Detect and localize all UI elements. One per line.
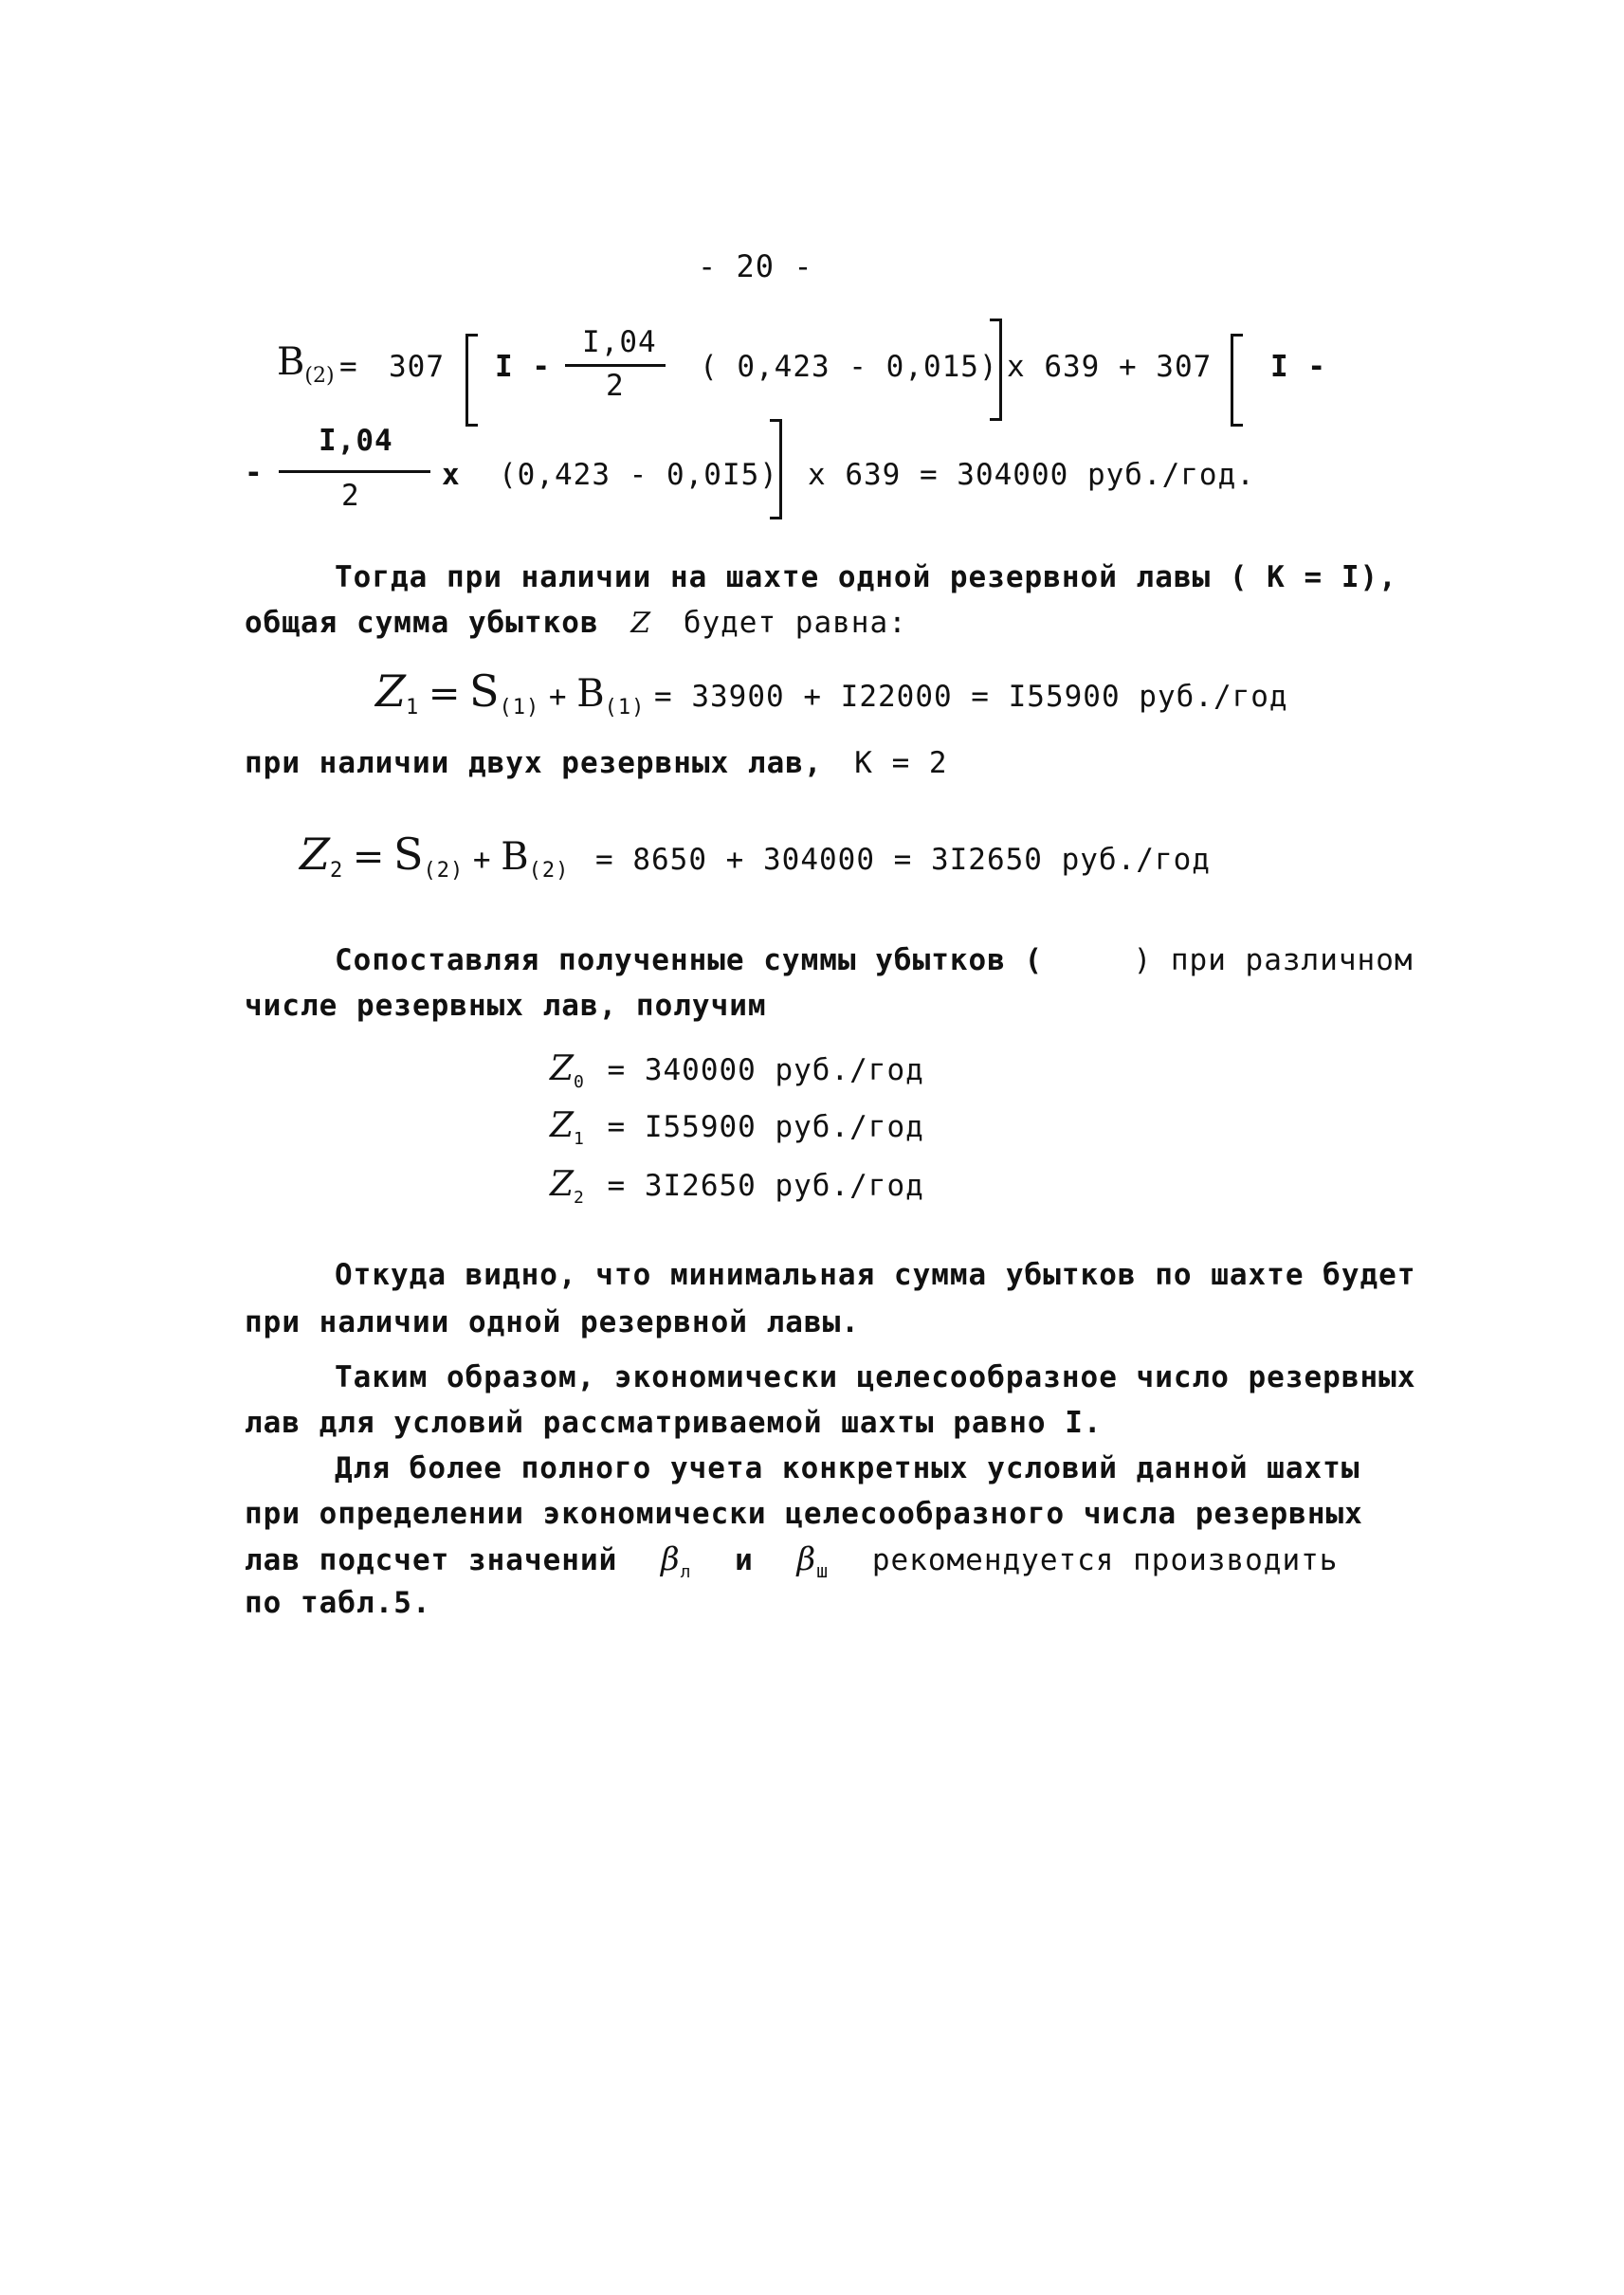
z1-b: B — [576, 672, 605, 716]
beta-sh-sub: ш — [816, 1559, 830, 1582]
z2-eq: = — [352, 835, 385, 879]
para1-line2-text: общая сумма убытков — [245, 606, 599, 640]
para2-k: К = 2 — [854, 746, 948, 780]
para6-line3-b: рекомендуется производить — [871, 1543, 1339, 1577]
b2-line2-bracket-close — [770, 419, 782, 519]
z2-lhs-sub: 2 — [329, 859, 344, 883]
summary-z-symbol: Z — [550, 1049, 575, 1088]
page-number: - 20 - — [698, 248, 813, 284]
b2-bracket-open2 — [1231, 334, 1243, 427]
para6-line4: по табл.5. — [245, 1586, 431, 1620]
formula-z1 — [375, 665, 1288, 719]
para3-line1-tail: ) при различном — [1133, 943, 1414, 977]
para3-line2: числе резервных лав, получим — [245, 989, 767, 1023]
b2-symbol: B — [277, 340, 305, 384]
b2-line2-tail: x 639 = 304000 руб./год. — [808, 458, 1255, 492]
para6-line3-a: лав подсчет значений — [245, 1543, 618, 1577]
b2-line2-fraction — [279, 425, 430, 519]
para5-line2: лав для условий рассматриваемой шахты равно I. — [245, 1406, 1103, 1440]
summary-z-symbol: Z — [550, 1106, 575, 1145]
beta-l-sub: л — [680, 1562, 692, 1582]
para4-line1: Откуда видно, что минимальная сумма убытков по шахте будет — [335, 1258, 1416, 1292]
z2-rhs: = 8650 + 304000 = 3I2650 руб./год — [595, 843, 1211, 877]
z1-s-sub: (1) — [499, 696, 540, 719]
z2-s-sub: (2) — [423, 859, 465, 883]
z1-eq: = — [428, 672, 461, 716]
b2-line2-frac-den: 2 — [341, 479, 360, 513]
b2-line2-frac-bar — [279, 470, 430, 473]
formula-z2 — [300, 829, 1211, 883]
para5-line1: Таким образом, экономически целесообразное число резервных — [335, 1360, 1416, 1394]
z1-lhs-sub: 1 — [405, 696, 420, 719]
para3-line1-text: Сопоставляя полученные суммы убытков ( — [335, 943, 1044, 977]
para2-text: при наличии двух резервных лав, — [245, 746, 823, 780]
b2-frac-num: I,04 — [582, 325, 657, 359]
para6-line2: при определении экономически целесообразного числа резервных — [245, 1497, 1363, 1531]
summary-value: = 340000 руб./год — [607, 1053, 924, 1087]
z1-lhs: Z — [375, 665, 406, 717]
b2-eq: = — [339, 350, 358, 384]
summary-value: = 3I2650 руб./год — [607, 1169, 924, 1203]
b2-frac-bar — [565, 364, 666, 367]
b2-fraction — [565, 325, 666, 404]
b2-paren: ( 0,423 - 0,015) — [700, 350, 998, 384]
para1-z: Z — [630, 607, 652, 640]
beta-l-symbol: β — [660, 1540, 681, 1578]
z2-b-sub: (2) — [528, 859, 570, 883]
para6-line3-and: и — [735, 1543, 754, 1577]
para6-line3 — [245, 1540, 1339, 1582]
summary-z-sub: 0 — [574, 1072, 585, 1092]
b2-one: I - — [495, 350, 551, 384]
z2-lhs: Z — [300, 829, 330, 880]
para1-line1: Тогда при наличии на шахте одной резервной лавы ( К = I), — [335, 560, 1397, 594]
summary-z-sub: 2 — [574, 1188, 585, 1208]
para4-line2: при наличии одной резервной лавы. — [245, 1305, 860, 1339]
summary-z-sub: 1 — [574, 1129, 585, 1149]
z2-b: B — [501, 835, 529, 879]
b2-one2: I - — [1270, 350, 1326, 384]
b2-lhs — [277, 340, 335, 388]
z2-s: S — [393, 829, 424, 880]
b2-line2-paren: (0,423 - 0,0I5) — [499, 458, 778, 492]
z1-b-sub: (1) — [604, 696, 646, 719]
para6-line1: Для более полного учета конкретных условий данной шахты — [335, 1451, 1360, 1485]
summary-row — [550, 1165, 924, 1208]
z1-rhs: = 33900 + I22000 = I55900 руб./год — [654, 680, 1288, 714]
z2-plus: + — [472, 843, 492, 877]
b2-times1: x 639 + 307 — [1007, 350, 1213, 384]
para3-line1 — [335, 943, 1414, 977]
b2-frac-den: 2 — [606, 369, 625, 403]
para1-line2-tail: будет равна: — [683, 606, 907, 640]
b2-coef1: 307 — [389, 350, 445, 384]
z1-plus: + — [548, 680, 568, 714]
b2-bracket-open — [465, 334, 478, 427]
b2-line2-minus: - — [245, 456, 264, 490]
summary-row — [550, 1106, 924, 1149]
b2-bracket-close — [990, 319, 1002, 421]
beta-sh-symbol: β — [796, 1540, 817, 1578]
para2 — [245, 746, 948, 780]
b2-sub: (2) — [304, 364, 335, 388]
b2-line2-x: x — [442, 458, 461, 492]
summary-row — [550, 1049, 924, 1092]
para1-line2 — [245, 606, 907, 640]
summary-z-symbol: Z — [550, 1165, 575, 1204]
z1-s: S — [469, 665, 500, 717]
b2-line2-frac-num: I,04 — [319, 424, 393, 458]
summary-value: = I55900 руб./год — [607, 1110, 924, 1144]
